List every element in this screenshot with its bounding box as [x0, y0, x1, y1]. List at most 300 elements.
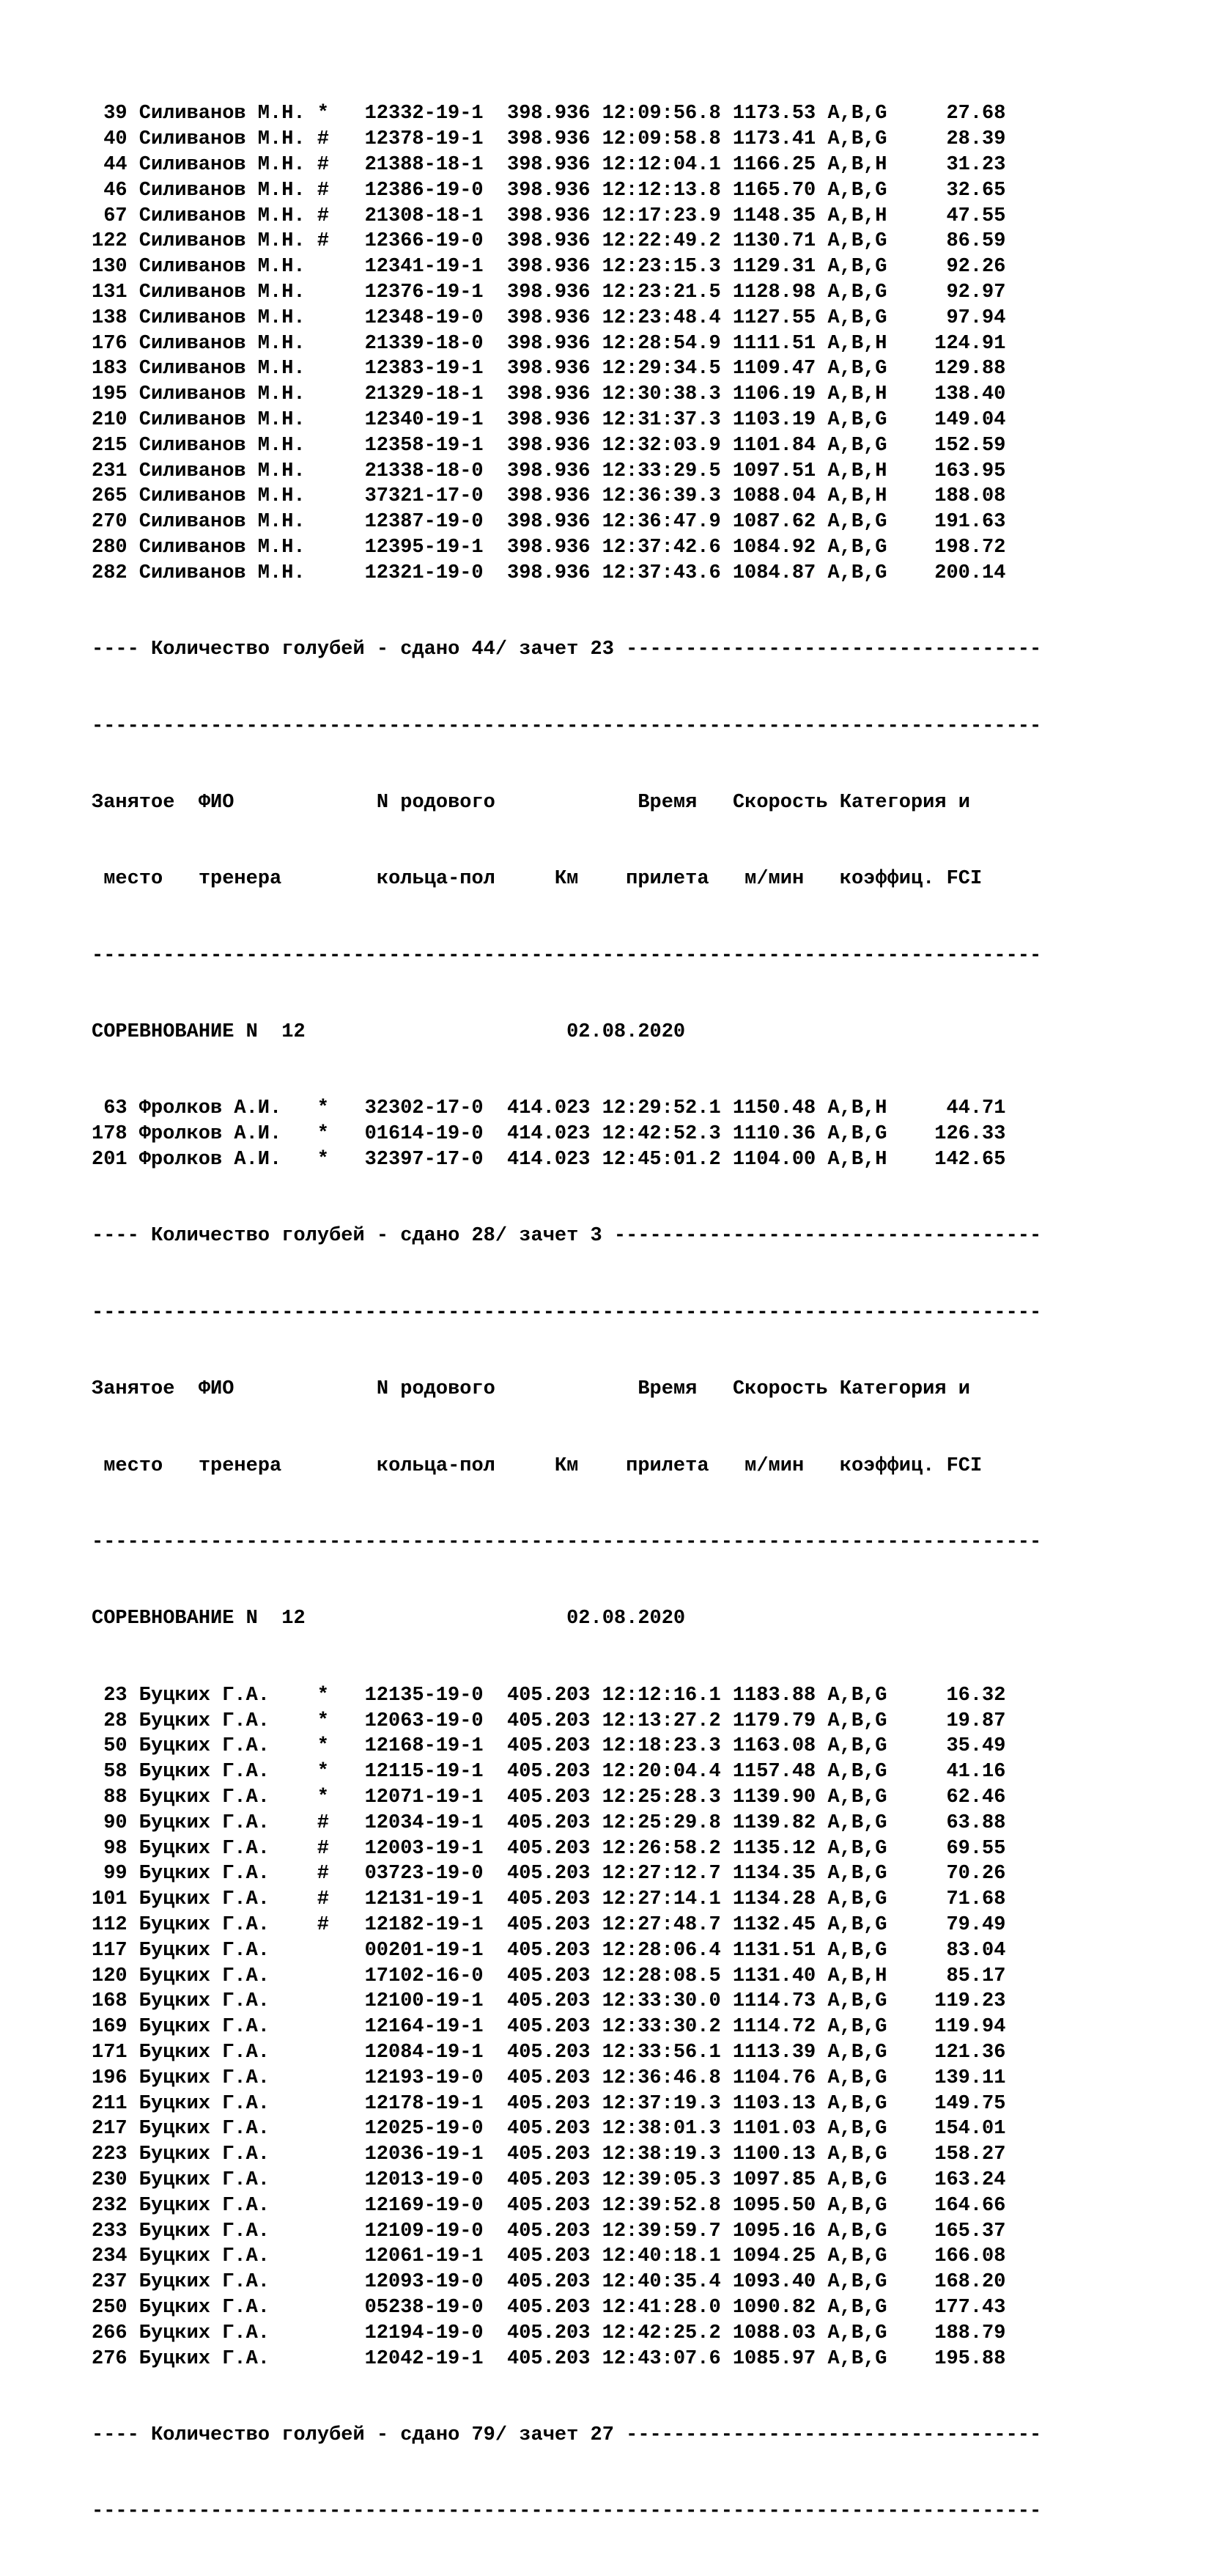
arrival-time-cell: 12:22:49.2: [602, 230, 721, 253]
speed-cell: 1139.82: [732, 1811, 816, 1834]
result-row: [92, 101, 1205, 127]
coefficient-cell: 70.26: [946, 1863, 1006, 1885]
ring-number-cell: 12194-19-0: [364, 2322, 484, 2344]
ring-number-cell: 12084-19-1: [364, 2041, 484, 2064]
arrival-time-cell: 12:29:52.1: [602, 1097, 721, 1120]
distance-cell: 398.936: [507, 230, 591, 253]
place-cell: 90: [103, 1811, 128, 1834]
ring-number-cell: 12042-19-1: [364, 2347, 484, 2370]
speed-cell: 1165.70: [732, 179, 816, 202]
arrival-time-cell: 12:39:05.3: [602, 2168, 721, 2191]
coefficient-cell: 92.97: [946, 281, 1006, 303]
place-cell: 67: [103, 205, 128, 227]
speed-cell: 1166.25: [732, 153, 816, 176]
ring-number-cell: 21308-18-1: [364, 205, 484, 227]
coefficient-cell: 195.88: [934, 2347, 1006, 2370]
category-cell: A,B,G: [827, 1735, 887, 1758]
speed-cell: 1100.13: [732, 2143, 816, 2166]
place-cell: 44: [103, 153, 128, 176]
trainer-name-cell: Силиванов М.Н.: [138, 153, 306, 176]
ring-number-cell: 12135-19-0: [364, 1684, 484, 1707]
coefficient-cell: 47.55: [946, 205, 1006, 227]
ring-number-cell: 12061-19-1: [364, 2245, 484, 2268]
competition-title: СОРЕВНОВАНИЕ N 12 02.08.2020: [92, 1021, 686, 1044]
distance-cell: 405.203: [507, 1786, 591, 1808]
place-cell: 28: [103, 1710, 128, 1732]
distance-cell: 398.936: [507, 256, 591, 279]
trainer-name-cell: Буцких Г.А.: [138, 1965, 270, 1987]
mark-cell: #: [317, 1837, 329, 1860]
distance-cell: 405.203: [507, 2067, 591, 2089]
results-document: [92, 25, 1205, 2576]
speed-cell: 1134.35: [732, 1863, 816, 1885]
category-cell: A,B,G: [827, 2143, 887, 2166]
trainer-name-cell: Силиванов М.Н.: [138, 306, 306, 329]
distance-cell: 405.203: [507, 1965, 591, 1987]
distance-cell: 398.936: [507, 153, 591, 176]
place-cell: 63: [103, 1097, 128, 1120]
separator-rule: --------------------------------------------------------------------------------: [92, 1301, 1042, 1324]
speed-cell: 1179.79: [732, 1710, 816, 1732]
trainer-name-cell: Буцких Г.А.: [138, 1735, 270, 1758]
results-block-frolkov: [92, 1096, 1205, 1172]
speed-cell: 1103.19: [732, 408, 816, 431]
ring-number-cell: 12321-19-0: [364, 562, 484, 584]
coefficient-cell: 97.94: [946, 306, 1006, 329]
distance-cell: 405.203: [507, 1761, 591, 1784]
place-cell: 130: [92, 256, 128, 279]
arrival-time-cell: 12:17:23.9: [602, 205, 721, 227]
arrival-time-cell: 12:38:01.3: [602, 2118, 721, 2141]
ring-number-cell: 12340-19-1: [364, 408, 484, 431]
trainer-name-cell: Буцких Г.А.: [138, 2347, 270, 2370]
distance-cell: 398.936: [507, 485, 591, 508]
trainer-name-cell: Буцких Г.А.: [138, 1786, 270, 1808]
distance-cell: 405.203: [507, 2220, 591, 2242]
category-cell: A,B,G: [827, 434, 887, 457]
speed-cell: 1111.51: [732, 332, 816, 355]
arrival-time-cell: 12:25:28.3: [602, 1786, 721, 1808]
category-cell: A,B,G: [827, 562, 887, 584]
result-row: [92, 1811, 1205, 1836]
trainer-name-cell: Буцких Г.А.: [138, 2322, 270, 2344]
arrival-time-cell: 12:38:19.3: [602, 2143, 721, 2166]
trainer-name-cell: Силиванов М.Н.: [138, 511, 306, 534]
speed-cell: 1088.03: [732, 2322, 816, 2344]
distance-cell: 414.023: [507, 1097, 591, 1120]
category-cell: A,B,G: [827, 2296, 887, 2319]
coefficient-cell: 19.87: [946, 1710, 1006, 1732]
coefficient-cell: 164.66: [934, 2194, 1006, 2217]
place-cell: 223: [92, 2143, 128, 2166]
ring-number-cell: 12366-19-0: [364, 230, 484, 253]
separator-rule: --------------------------------------------------------------------------------: [92, 715, 1042, 737]
place-cell: 169: [92, 2016, 128, 2039]
arrival-time-cell: 12:27:12.7: [602, 1863, 721, 1885]
speed-cell: 1130.71: [732, 230, 816, 253]
category-cell: A,B,G: [827, 1761, 887, 1784]
ring-number-cell: 21329-18-1: [364, 383, 484, 406]
coefficient-cell: 69.55: [946, 1837, 1006, 1860]
place-cell: 276: [92, 2347, 128, 2370]
separator-rule: --------------------------------------------------------------------------------: [92, 944, 1042, 967]
coefficient-cell: 41.16: [946, 1761, 1006, 1784]
ring-number-cell: 12025-19-0: [364, 2118, 484, 2141]
coefficient-cell: 85.17: [946, 1965, 1006, 1987]
trainer-name-cell: Силиванов М.Н.: [138, 358, 306, 380]
coefficient-cell: 200.14: [934, 562, 1006, 584]
ring-number-cell: 05238-19-0: [364, 2296, 484, 2319]
ring-number-cell: 12378-19-1: [364, 128, 484, 151]
result-row: [92, 2116, 1205, 2142]
mark-cell: #: [317, 1913, 329, 1936]
ring-number-cell: 12169-19-0: [364, 2194, 484, 2217]
ring-number-cell: 12332-19-1: [364, 103, 484, 125]
trainer-name-cell: Буцких Г.А.: [138, 1710, 270, 1732]
result-row: [92, 2219, 1205, 2245]
place-cell: 40: [103, 128, 128, 151]
arrival-time-cell: 12:40:18.1: [602, 2245, 721, 2268]
coefficient-cell: 152.59: [934, 434, 1006, 457]
ring-number-cell: 12182-19-1: [364, 1913, 484, 1936]
arrival-time-cell: 12:26:58.2: [602, 1837, 721, 1860]
category-cell: A,B,G: [827, 230, 887, 253]
category-cell: A,B,G: [827, 1888, 887, 1911]
coefficient-cell: 188.79: [934, 2322, 1006, 2344]
coefficient-cell: 149.75: [934, 2092, 1006, 2115]
speed-cell: 1148.35: [732, 205, 816, 227]
arrival-time-cell: 12:30:38.3: [602, 383, 721, 406]
ring-number-cell: 32302-17-0: [364, 1097, 484, 1120]
trainer-name-cell: Фролков А.И.: [138, 1097, 282, 1120]
category-cell: A,B,H: [827, 460, 887, 482]
result-row: [92, 331, 1205, 357]
trainer-name-cell: Буцких Г.А.: [138, 1913, 270, 1936]
coefficient-cell: 124.91: [934, 332, 1006, 355]
speed-cell: 1132.45: [732, 1913, 816, 1936]
distance-cell: 405.203: [507, 1837, 591, 1860]
distance-cell: 405.203: [507, 2245, 591, 2268]
results-block-silivanov: [92, 101, 1205, 586]
ring-number-cell: 32397-17-0: [364, 1149, 484, 1171]
coefficient-cell: 165.37: [934, 2220, 1006, 2242]
trainer-name-cell: Силиванов М.Н.: [138, 256, 306, 279]
category-cell: A,B,G: [827, 2041, 887, 2064]
category-cell: A,B,G: [827, 1990, 887, 2013]
trainer-name-cell: Силиванов М.Н.: [138, 103, 306, 125]
arrival-time-cell: 12:25:29.8: [602, 1811, 721, 1834]
distance-cell: 398.936: [507, 179, 591, 202]
trainer-name-cell: Буцких Г.А.: [138, 2194, 270, 2217]
category-cell: A,B,G: [827, 536, 887, 559]
arrival-time-cell: 12:20:04.4: [602, 1761, 721, 1784]
result-row: [92, 2142, 1205, 2168]
ring-number-cell: 12395-19-1: [364, 536, 484, 559]
arrival-time-cell: 12:45:01.2: [602, 1149, 721, 1171]
distance-cell: 398.936: [507, 103, 591, 125]
category-cell: A,B,G: [827, 1837, 887, 1860]
category-cell: A,B,G: [827, 306, 887, 329]
ring-number-cell: 21388-18-1: [364, 153, 484, 176]
result-row: [92, 2168, 1205, 2193]
ring-number-cell: 12341-19-1: [364, 256, 484, 279]
place-cell: 58: [103, 1761, 128, 1784]
distance-cell: 398.936: [507, 128, 591, 151]
distance-cell: 405.203: [507, 2194, 591, 2217]
result-row: [92, 178, 1205, 204]
ring-number-cell: 12093-19-0: [364, 2271, 484, 2294]
result-row: [92, 2321, 1205, 2347]
place-cell: 46: [103, 179, 128, 202]
place-cell: 39: [103, 103, 128, 125]
place-cell: 176: [92, 332, 128, 355]
coefficient-cell: 119.94: [934, 2016, 1006, 2039]
speed-cell: 1129.31: [732, 256, 816, 279]
coefficient-cell: 79.49: [946, 1913, 1006, 1936]
speed-cell: 1114.73: [732, 1990, 816, 2013]
arrival-time-cell: 12:18:23.3: [602, 1735, 721, 1758]
arrival-time-cell: 12:43:07.6: [602, 2347, 721, 2370]
arrival-time-cell: 12:39:59.7: [602, 2220, 721, 2242]
coefficient-cell: 62.46: [946, 1786, 1006, 1808]
result-row: [92, 1122, 1205, 1147]
trainer-name-cell: Буцких Г.А.: [138, 2143, 270, 2166]
trainer-name-cell: Буцких Г.А.: [138, 2271, 270, 2294]
result-row: [92, 561, 1205, 586]
trainer-name-cell: Буцких Г.А.: [138, 2220, 270, 2242]
trainer-name-cell: Буцких Г.А.: [138, 2092, 270, 2115]
category-cell: A,B,G: [827, 408, 887, 431]
distance-cell: 398.936: [507, 511, 591, 534]
trainer-name-cell: Буцких Г.А.: [138, 2168, 270, 2191]
trainer-name-cell: Буцких Г.А.: [138, 1761, 270, 1784]
distance-cell: 405.203: [507, 2296, 591, 2319]
result-row: [92, 484, 1205, 509]
arrival-time-cell: 12:09:58.8: [602, 128, 721, 151]
arrival-time-cell: 12:37:19.3: [602, 2092, 721, 2115]
speed-cell: 1183.88: [732, 1684, 816, 1707]
result-row: [92, 459, 1205, 485]
place-cell: 98: [103, 1837, 128, 1860]
ring-number-cell: 12034-19-1: [364, 1811, 484, 1834]
speed-cell: 1113.39: [732, 2041, 816, 2064]
distance-cell: 405.203: [507, 1735, 591, 1758]
place-cell: 195: [92, 383, 128, 406]
arrival-time-cell: 12:28:06.4: [602, 1939, 721, 1962]
distance-cell: 405.203: [507, 2271, 591, 2294]
place-cell: 201: [92, 1149, 128, 1171]
mark-cell: #: [317, 153, 329, 176]
distance-cell: 405.203: [507, 1913, 591, 1936]
place-cell: 215: [92, 434, 128, 457]
result-row: [92, 356, 1205, 382]
arrival-time-cell: 12:12:16.1: [602, 1684, 721, 1707]
distance-cell: 405.203: [507, 2016, 591, 2039]
mark-cell: *: [317, 1097, 329, 1120]
separator-rule: --------------------------------------------------------------------------------: [92, 2500, 1042, 2523]
coefficient-cell: 119.23: [934, 1990, 1006, 2013]
speed-cell: 1084.87: [732, 562, 816, 584]
result-row: [92, 1096, 1205, 1122]
place-cell: 237: [92, 2271, 128, 2294]
ring-number-cell: 03723-19-0: [364, 1863, 484, 1885]
place-cell: 196: [92, 2067, 128, 2089]
speed-cell: 1087.62: [732, 511, 816, 534]
category-cell: A,B,H: [827, 332, 887, 355]
coefficient-cell: 35.49: [946, 1735, 1006, 1758]
result-row: [92, 2091, 1205, 2117]
distance-cell: 405.203: [507, 1863, 591, 1885]
distance-cell: 405.203: [507, 1888, 591, 1911]
mark-cell: #: [317, 1863, 329, 1885]
category-cell: A,B,H: [827, 1149, 887, 1171]
place-cell: 217: [92, 2118, 128, 2141]
mark-cell: *: [317, 1735, 329, 1758]
arrival-time-cell: 12:42:25.2: [602, 2322, 721, 2344]
arrival-time-cell: 12:41:28.0: [602, 2296, 721, 2319]
arrival-time-cell: 12:36:39.3: [602, 485, 721, 508]
speed-cell: 1097.85: [732, 2168, 816, 2191]
speed-cell: 1135.12: [732, 1837, 816, 1860]
arrival-time-cell: 12:37:43.6: [602, 562, 721, 584]
mark-cell: *: [317, 1149, 329, 1171]
trainer-name-cell: Силиванов М.Н.: [138, 128, 306, 151]
arrival-time-cell: 12:36:47.9: [602, 511, 721, 534]
summary-line: ---- Количество голубей - сдано 79/ зачет 27 -----------------------------------: [92, 2424, 1042, 2446]
column-header-line-2: место тренера кольца-пол Км прилета м/мин коэффиц. FCI: [92, 868, 983, 891]
distance-cell: 398.936: [507, 332, 591, 355]
arrival-time-cell: 12:40:35.4: [602, 2271, 721, 2294]
trainer-name-cell: Силиванов М.Н.: [138, 460, 306, 482]
ring-number-cell: 12063-19-0: [364, 1710, 484, 1732]
result-row: [92, 382, 1205, 408]
distance-cell: 398.936: [507, 306, 591, 329]
category-cell: A,B,G: [827, 2271, 887, 2294]
result-row: [92, 2244, 1205, 2270]
result-row: [92, 2040, 1205, 2066]
result-row: [92, 280, 1205, 306]
category-cell: A,B,G: [827, 1684, 887, 1707]
coefficient-cell: 31.23: [946, 153, 1006, 176]
trainer-name-cell: Силиванов М.Н.: [138, 281, 306, 303]
category-cell: A,B,G: [827, 2245, 887, 2268]
place-cell: 210: [92, 408, 128, 431]
trainer-name-cell: Буцких Г.А.: [138, 2118, 270, 2141]
result-row: [92, 1683, 1205, 1709]
place-cell: 265: [92, 485, 128, 508]
trainer-name-cell: Силиванов М.Н.: [138, 408, 306, 431]
category-cell: A,B,G: [827, 2016, 887, 2039]
trainer-name-cell: Силиванов М.Н.: [138, 485, 306, 508]
distance-cell: 405.203: [507, 2168, 591, 2191]
distance-cell: 414.023: [507, 1123, 591, 1146]
result-row: [92, 2270, 1205, 2295]
trainer-name-cell: Буцких Г.А.: [138, 1863, 270, 1885]
category-cell: A,B,G: [827, 1939, 887, 1962]
trainer-name-cell: Силиванов М.Н.: [138, 205, 306, 227]
trainer-name-cell: Буцких Г.А.: [138, 1837, 270, 1860]
category-cell: A,B,G: [827, 1710, 887, 1732]
trainer-name-cell: Буцких Г.А.: [138, 1990, 270, 2013]
speed-cell: 1106.19: [732, 383, 816, 406]
place-cell: 120: [92, 1965, 128, 1987]
coefficient-cell: 139.11: [934, 2067, 1006, 2089]
category-cell: A,B,H: [827, 485, 887, 508]
speed-cell: 1131.40: [732, 1965, 816, 1987]
coefficient-cell: 27.68: [946, 103, 1006, 125]
result-row: [92, 1147, 1205, 1173]
speed-cell: 1173.41: [732, 128, 816, 151]
speed-cell: 1128.98: [732, 281, 816, 303]
place-cell: 232: [92, 2194, 128, 2217]
result-row: [92, 433, 1205, 459]
arrival-time-cell: 12:28:54.9: [602, 332, 721, 355]
place-cell: 234: [92, 2245, 128, 2268]
mark-cell: *: [317, 103, 329, 125]
mark-cell: *: [317, 1123, 329, 1146]
result-row: [92, 509, 1205, 535]
distance-cell: 405.203: [507, 1684, 591, 1707]
category-cell: A,B,G: [827, 103, 887, 125]
ring-number-cell: 17102-16-0: [364, 1965, 484, 1987]
distance-cell: 398.936: [507, 205, 591, 227]
category-cell: A,B,G: [827, 2092, 887, 2115]
distance-cell: 398.936: [507, 281, 591, 303]
result-row: [92, 1938, 1205, 1964]
ring-number-cell: 21339-18-0: [364, 332, 484, 355]
mark-cell: #: [317, 230, 329, 253]
column-header-line-2: место тренера кольца-пол Км прилета м/мин коэффиц. FCI: [92, 1454, 983, 1477]
ring-number-cell: 12387-19-0: [364, 511, 484, 534]
speed-cell: 1104.76: [732, 2067, 816, 2089]
coefficient-cell: 16.32: [946, 1684, 1006, 1707]
category-cell: A,B,G: [827, 358, 887, 380]
trainer-name-cell: Буцких Г.А.: [138, 1888, 270, 1911]
coefficient-cell: 28.39: [946, 128, 1006, 151]
result-row: [92, 1861, 1205, 1887]
result-row: [92, 254, 1205, 280]
distance-cell: 398.936: [507, 536, 591, 559]
result-row: [92, 1913, 1205, 1938]
arrival-time-cell: 12:12:13.8: [602, 179, 721, 202]
arrival-time-cell: 12:23:15.3: [602, 256, 721, 279]
place-cell: 183: [92, 358, 128, 380]
coefficient-cell: 86.59: [946, 230, 1006, 253]
distance-cell: 405.203: [507, 2347, 591, 2370]
place-cell: 138: [92, 306, 128, 329]
category-cell: A,B,G: [827, 2168, 887, 2191]
ring-number-cell: 01614-19-0: [364, 1123, 484, 1146]
mark-cell: *: [317, 1684, 329, 1707]
distance-cell: 405.203: [507, 1939, 591, 1962]
results-block-butskikh: [92, 1683, 1205, 2372]
trainer-name-cell: Силиванов М.Н.: [138, 562, 306, 584]
speed-cell: 1103.13: [732, 2092, 816, 2115]
ring-number-cell: 00201-19-1: [364, 1939, 484, 1962]
arrival-time-cell: 12:32:03.9: [602, 434, 721, 457]
place-cell: 270: [92, 511, 128, 534]
place-cell: 122: [92, 230, 128, 253]
category-cell: A,B,G: [827, 128, 887, 151]
place-cell: 231: [92, 460, 128, 482]
arrival-time-cell: 12:37:42.6: [602, 536, 721, 559]
distance-cell: 405.203: [507, 2322, 591, 2344]
coefficient-cell: 177.43: [934, 2296, 1006, 2319]
speed-cell: 1088.04: [732, 485, 816, 508]
distance-cell: 405.203: [507, 2092, 591, 2115]
result-row: [92, 127, 1205, 152]
trainer-name-cell: Буцких Г.А.: [138, 2067, 270, 2089]
